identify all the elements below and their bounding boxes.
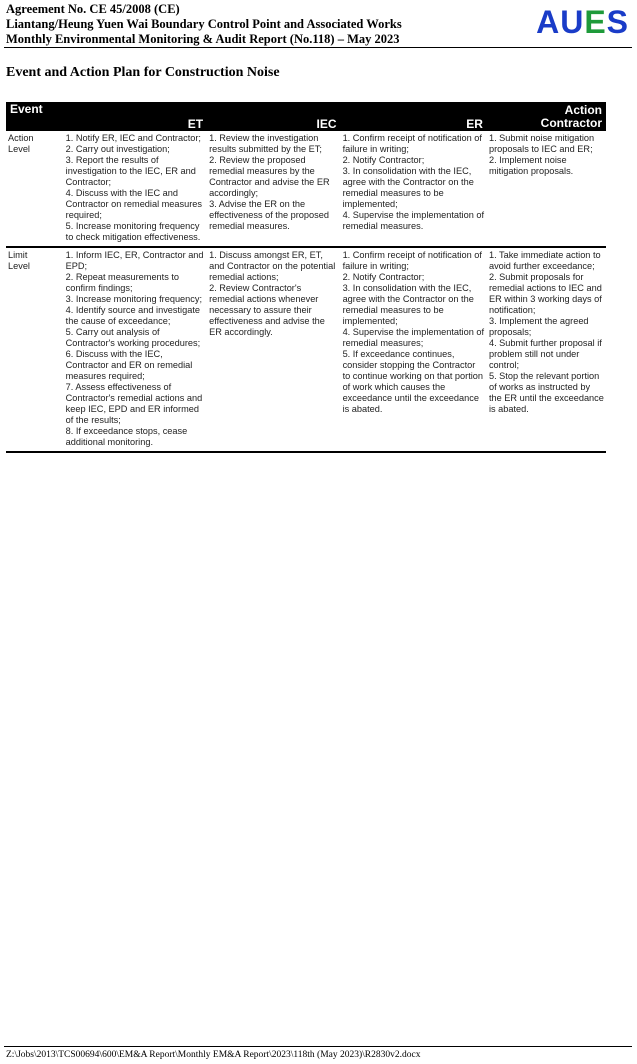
project-title: Liantang/Heung Yuen Wai Boundary Control Point and Associated Works — [6, 17, 402, 31]
er-cell — [341, 247, 487, 452]
action-item: 4. Identify source and investigate the cause of exceedance; — [65, 305, 200, 326]
action-item: 4. Supervise the implementation of remedial measures; — [342, 327, 485, 348]
action-item: 3. Increase monitoring frequency; — [65, 294, 203, 304]
action-item: 5. If exceedance continues, consider stopping the Contractor to continue working on that portion of work which causes the exceedance until the exceedance is abated. — [342, 349, 484, 414]
action-item: 2. Review the proposed remedial measures by the Contractor and advise the ER accordingly; — [209, 155, 330, 198]
table-body — [6, 131, 606, 452]
action-item: 1. Inform IEC, ER, Contractor and EPD; — [65, 250, 204, 271]
action-item: 1. Notify ER, IEC and Contractor; — [65, 133, 201, 143]
action-item: 1. Take immediate action to avoid further exceedance; — [488, 250, 601, 271]
action-item: 7. Assess effectiveness of Contractor's remedial actions and keep IEC, EPD and ER informed of the results; — [65, 382, 203, 425]
document-header — [6, 2, 626, 47]
et-cell — [64, 247, 207, 452]
header-et: ET — [64, 102, 207, 131]
contractor-cell — [487, 131, 606, 247]
header-er: ER — [341, 102, 487, 131]
iec-cell — [207, 247, 340, 452]
header-contractor: Action Contractor — [487, 102, 606, 131]
er-cell — [341, 131, 487, 247]
report-title: Monthly Environmental Monitoring & Audit Report (No.118) – May 2023 — [6, 32, 400, 46]
action-item: 5. Stop the relevant portion of works as instructed by the ER until the exceedance is abated. — [488, 371, 604, 414]
header-event: Event — [6, 102, 64, 131]
action-item: 1. Submit noise mitigation proposals to IEC and ER; — [488, 133, 595, 154]
action-item: 1. Confirm receipt of notification of failure in writing; — [342, 250, 482, 271]
action-item: 3. In consolidation with the IEC, agree with the Contractor on the remedial measures to be implemented; — [342, 283, 474, 326]
aues-logo: AUES — [536, 4, 629, 40]
action-item: 3. In consolidation with the IEC, agree with the Contractor on the remedial measures to be implemented; — [342, 166, 474, 209]
action-item: 3. Report the results of investigation to the IEC, ER and Contractor; — [65, 155, 196, 187]
table-header-row — [6, 102, 606, 131]
table-row — [6, 247, 606, 452]
action-item: 8. If exceedance stops, cease additional monitoring. — [65, 426, 188, 447]
agreement-number: Agreement No. CE 45/2008 (CE) — [6, 2, 180, 16]
action-item: 2. Review Contractor's remedial actions whenever necessary to assure their effectiveness and advise the ER accordingly. — [209, 283, 325, 337]
header-rule — [4, 47, 632, 48]
action-item: 5. Increase monitoring frequency to check mitigation effectiveness. — [65, 221, 201, 242]
event-level-label: Level — [8, 261, 30, 271]
action-item: 1. Review the investigation results submitted by the ET; — [209, 133, 322, 154]
action-item: 4. Discuss with the IEC and Contractor on remedial measures required; — [65, 188, 202, 220]
event-action-table — [6, 102, 606, 453]
action-item: 2. Repeat measurements to confirm findings; — [65, 272, 180, 293]
action-item: 2. Submit proposals for remedial actions to IEC and ER within 3 working days of notification; — [488, 272, 602, 315]
action-item: 2. Notify Contractor; — [342, 155, 425, 165]
action-item: 2. Implement noise mitigation proposals. — [488, 155, 574, 176]
event-level-label: Limit — [8, 250, 28, 260]
footer-rule — [4, 1046, 632, 1047]
action-item: 4. Supervise the implementation of remedial measures. — [342, 210, 485, 231]
action-item: 5. Carry out analysis of Contractor's working procedures; — [65, 327, 201, 348]
header-iec: IEC — [207, 102, 340, 131]
file-path-footer: Z:\Jobs\2013\TCS00694\600\EM&A Report\Monthly EM&A Report\2023\118th (May 2023)\R2830v2.docx — [6, 1050, 421, 1060]
action-item: 1. Confirm receipt of notification of failure in writing; — [342, 133, 482, 154]
event-level-label: Level — [8, 144, 30, 154]
action-item: 6. Discuss with the IEC, Contractor and ER on remedial measures required; — [65, 349, 193, 381]
table-row — [6, 131, 606, 247]
event-cell — [6, 131, 64, 247]
action-item: 2. Carry out investigation; — [65, 144, 170, 154]
action-item: 2. Notify Contractor; — [342, 272, 425, 282]
action-item: 1. Discuss amongst ER, ET, and Contractor on the potential remedial actions; — [209, 250, 336, 282]
section-title: Event and Action Plan for Construction Noise — [6, 65, 280, 80]
iec-cell — [207, 131, 340, 247]
action-item: 4. Submit further proposal if problem still not under control; — [488, 338, 602, 370]
et-cell — [64, 131, 207, 247]
event-level-label: Action — [8, 133, 34, 143]
action-item: 3. Implement the agreed proposals; — [488, 316, 589, 337]
event-cell — [6, 247, 64, 452]
contractor-cell — [487, 247, 606, 452]
action-item: 3. Advise the ER on the effectiveness of the proposed remedial measures. — [209, 199, 329, 231]
